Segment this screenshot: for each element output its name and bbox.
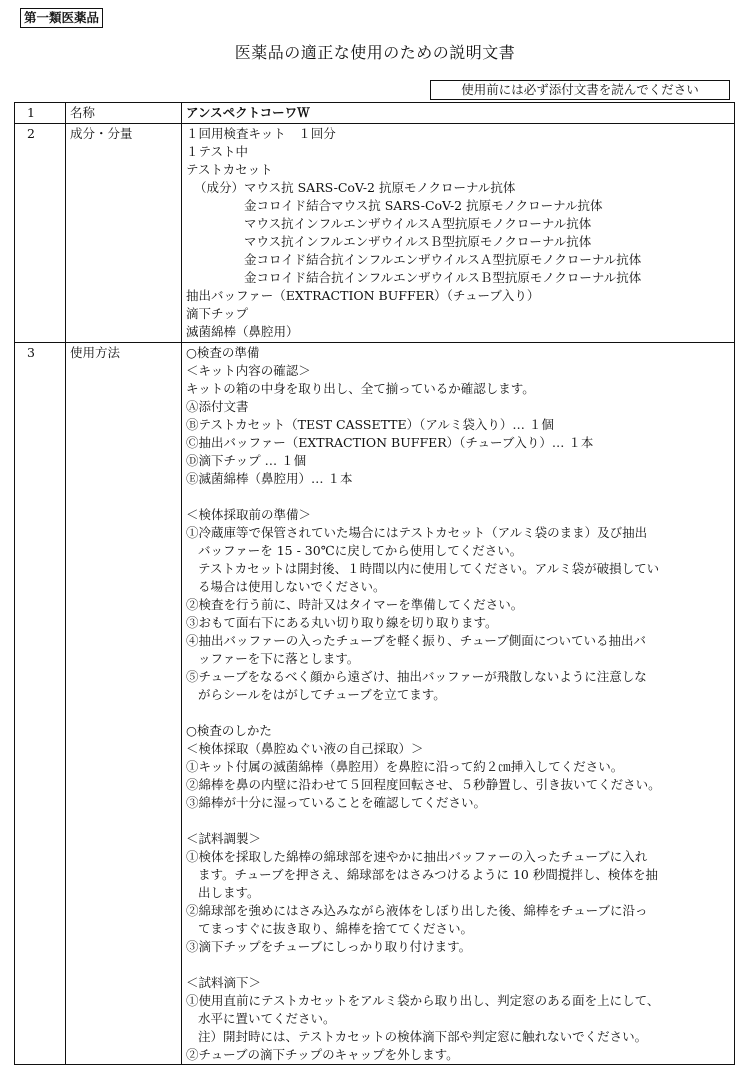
content-line: ②綿球部を強めにはさみ込みながら液体をしぼり出した後、綿棒をチューブに沿っ <box>186 903 648 918</box>
content-line: ＜試料滴下＞ <box>186 975 262 990</box>
content-line: ＜検体採取前の準備＞ <box>186 507 312 522</box>
content-line: ます。チューブを押さえ、綿球部をはさみつけるように 10 秒間撹拌し、検体を抽 <box>198 867 658 882</box>
product-name: アンスペクトコーワＷ <box>186 105 310 120</box>
content-line: ＜キット内容の確認＞ <box>186 363 311 378</box>
row-number: 2 <box>15 124 66 343</box>
row-label: 名称 <box>66 103 182 124</box>
content-line: テストカセットは開封後、１時間以内に使用してください。アルミ袋が破損してい <box>198 561 660 576</box>
read-notice: 使用前には必ず添付文書を読んでください <box>430 80 730 100</box>
info-table <box>14 102 735 1065</box>
row-label: 使用方法 <box>66 343 182 1065</box>
content-line: バッファーを 15 - 30℃に戻してから使用してください。 <box>198 543 523 558</box>
content-line: ②綿棒を鼻の内壁に沿わせて５回程度回転させ、５秒静置し、引き抜いてください。 <box>186 777 661 792</box>
ingredients-cell <box>182 124 735 343</box>
content-line: １テスト中 <box>186 144 249 159</box>
content-line: ③滴下チップをチューブにしっかり取り付けます。 <box>186 939 472 954</box>
content-line: ③綿棒が十分に湿っていることを確認してください。 <box>186 795 487 810</box>
product-name-cell <box>182 103 735 124</box>
row-number: 3 <box>15 343 66 1065</box>
content-line: ②チューブの滴下チップのキャップを外します。 <box>186 1047 459 1062</box>
blank-line <box>186 812 730 830</box>
content-line: ッファーを下に落とします。 <box>198 651 360 666</box>
content-line: 金コロイド結合抗インフルエンザウイルスＢ型抗原モノクローナル抗体 <box>244 270 642 285</box>
content-line: １回用検査キット １回分 <box>186 126 336 141</box>
content-line: マウス抗インフルエンザウイルスＢ型抗原モノクローナル抗体 <box>244 234 592 249</box>
content-line: 抽出バッファー（EXTRACTION BUFFER）（チューブ入り） <box>186 288 540 303</box>
content-line: キットの箱の中身を取り出し、全て揃っているか確認します。 <box>186 381 535 396</box>
content-line: 金コロイド結合抗インフルエンザウイルスＡ型抗原モノクローナル抗体 <box>244 252 642 267</box>
content-line: ④抽出バッファーの入ったチューブを軽く振り、チューブ側面についている抽出バ <box>186 633 647 648</box>
table-row <box>15 124 735 343</box>
content-line: ①使用直前にテストカセットをアルミ袋から取り出し、判定窓のある面を上にして、 <box>186 993 660 1008</box>
blank-line <box>186 488 730 506</box>
content-line: 滅菌綿棒（鼻腔用） <box>186 324 299 339</box>
content-line: Ⓓ滴下チップ … １個 <box>186 453 307 468</box>
content-line: ○検査のしかた <box>186 723 272 738</box>
content-line: Ⓒ抽出バッファー（EXTRACTION BUFFER）（チューブ入り）… １本 <box>186 435 594 450</box>
content-line: ②検査を行う前に、時計又はタイマーを準備してください。 <box>186 597 524 612</box>
category-badge: 第一類医薬品 <box>20 8 103 28</box>
blank-line <box>186 704 730 722</box>
content-line: ①キット付属の滅菌綿棒（鼻腔用）を鼻腔に沿って約２㎝挿入してください。 <box>186 759 624 774</box>
table-row <box>15 343 735 1065</box>
row-label: 成分・分量 <box>66 124 182 343</box>
content-line: ③おもて面右下にある丸い切り取り線を切り取ります。 <box>186 615 498 630</box>
content-line: ①検体を採取した綿棒の綿球部を速やかに抽出バッファーの入ったチューブに入れ <box>186 849 648 864</box>
content-line: ①冷蔵庫等で保管されていた場合にはテストカセット（アルミ袋のまま）及び抽出 <box>186 525 648 540</box>
content-line: ⑤チューブをなるべく顔から遠ざけ、抽出バッファーが飛散しないように注意しな <box>186 669 647 684</box>
content-line: （成分）マウス抗 SARS-CoV-2 抗原モノクローナル抗体 <box>194 180 516 195</box>
content-line: Ⓑテストカセット（TEST CASSETTE）（アルミ袋入り）… １個 <box>186 417 554 432</box>
table-row <box>15 103 735 124</box>
content-line: マウス抗インフルエンザウイルスＡ型抗原モノクローナル抗体 <box>244 216 592 231</box>
content-line: 出します。 <box>198 885 260 900</box>
content-line: 注）開封時には、テストカセットの検体滴下部や判定窓に触れないでください。 <box>198 1029 648 1044</box>
content-line: 金コロイド結合マウス抗 SARS-CoV-2 抗原モノクローナル抗体 <box>244 198 603 213</box>
content-line: がらシールをはがしてチューブを立てます。 <box>198 687 446 702</box>
content-line: Ⓔ滅菌綿棒（鼻腔用）… １本 <box>186 471 353 486</box>
content-line: てまっすぐに抜き取り、綿棒を捨ててください。 <box>198 921 474 936</box>
blank-line <box>186 956 730 974</box>
content-line: る場合は使用しないでください。 <box>198 579 386 594</box>
content-line: 水平に置いてください。 <box>198 1011 336 1026</box>
content-line: テストカセット <box>186 162 273 177</box>
usage-cell <box>182 343 735 1065</box>
content-line: 滴下チップ <box>186 306 249 321</box>
document-title: 医薬品の適正な使用のための説明文書 <box>234 43 516 62</box>
content-line: Ⓐ添付文書 <box>186 399 249 414</box>
row-number: 1 <box>15 103 66 124</box>
content-line: ＜試料調製＞ <box>186 831 262 846</box>
content-line: ○検査の準備 <box>186 345 260 360</box>
content-line: ＜検体採取（鼻腔ぬぐい液の自己採取）＞ <box>186 741 424 756</box>
